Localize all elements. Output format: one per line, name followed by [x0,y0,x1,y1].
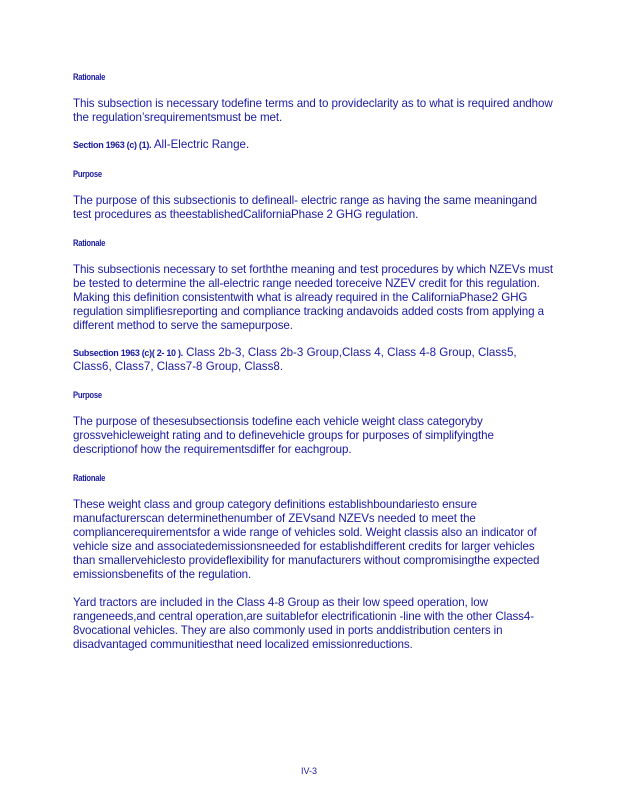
paragraph: This subsectionis necessary to set forththe meaning and test procedures by which NZEVs must be tested to determine the all-electric range needed toreceive NZEV credit for this regulation. Making this definition consistentwith what is already required in the CaliforniaPhase2 GHG regulation simplifiesreporting and compliance tracking andavoids added costs from applying a different method to serve the samepurpose. [73,263,554,332]
paragraph: Yard tractors are included in the Class 4-8 Group as their low speed operation, low rangeneeds,and central operation,are suitablefor electrificationin -line with the other Class4-8vocational vehicles. They are also commonly used in ports anddistribution centers in disadvantaged communitiesthat need localized emissionreductions. [73,596,534,651]
heading-rationale: Rationale [73,473,106,483]
heading-purpose: Purpose [73,169,102,179]
paragraph: This subsection is necessary todefine terms and to provideclarity as to what is required andhow the regulation’srequirementsmust be met. [73,97,553,124]
document-body [73,72,553,652]
section-number: Section 1963 (c) (1). [73,140,152,150]
paragraph: These weight class and group category definitions establishboundariesto ensure manufacturerscan determinethenumber of ZEVsand NZEVs needed to meet the compliancerequirementsfor a wide range of vehicles sold. Weight classis also an indicator of vehicle size and associatedemissionsneeded for establishdifferent credits for larger vehicles than smallervehiclesto provideflexibility for manufacturers without compromisingthe expected emissionsbenefits of the regulation. [73,498,540,581]
section-title: Class 2b-3, Class 2b-3 Group,Class 4, Class 4-8 Group, Class5, Class6, Class7, Class7-8 Group, Class8. [73,346,517,373]
heading-rationale: Rationale [73,238,106,248]
paragraph: The purpose of this subsectionis to defineall- electric range as having the same meaningand test procedures as theestablishedCaliforniaPhase 2 GHG regulation. [73,194,537,221]
section-title: All-Electric Range. [153,138,250,151]
page-number: IV-3 [300,766,317,776]
heading-rationale: Rationale [73,72,106,82]
paragraph: The purpose of thesesubsectionsis todefine each vehicle weight class categoryby grossvehicleweight rating and to definevehicle groups for purposes of simplifyingthe descriptionof how the requirementsdiffer for eachgroup. [73,415,494,456]
section-number: Subsection 1963 (c)( 2- 10 ). [73,348,183,358]
heading-purpose: Purpose [73,390,102,400]
section-heading [73,346,553,374]
section-heading [73,138,553,152]
